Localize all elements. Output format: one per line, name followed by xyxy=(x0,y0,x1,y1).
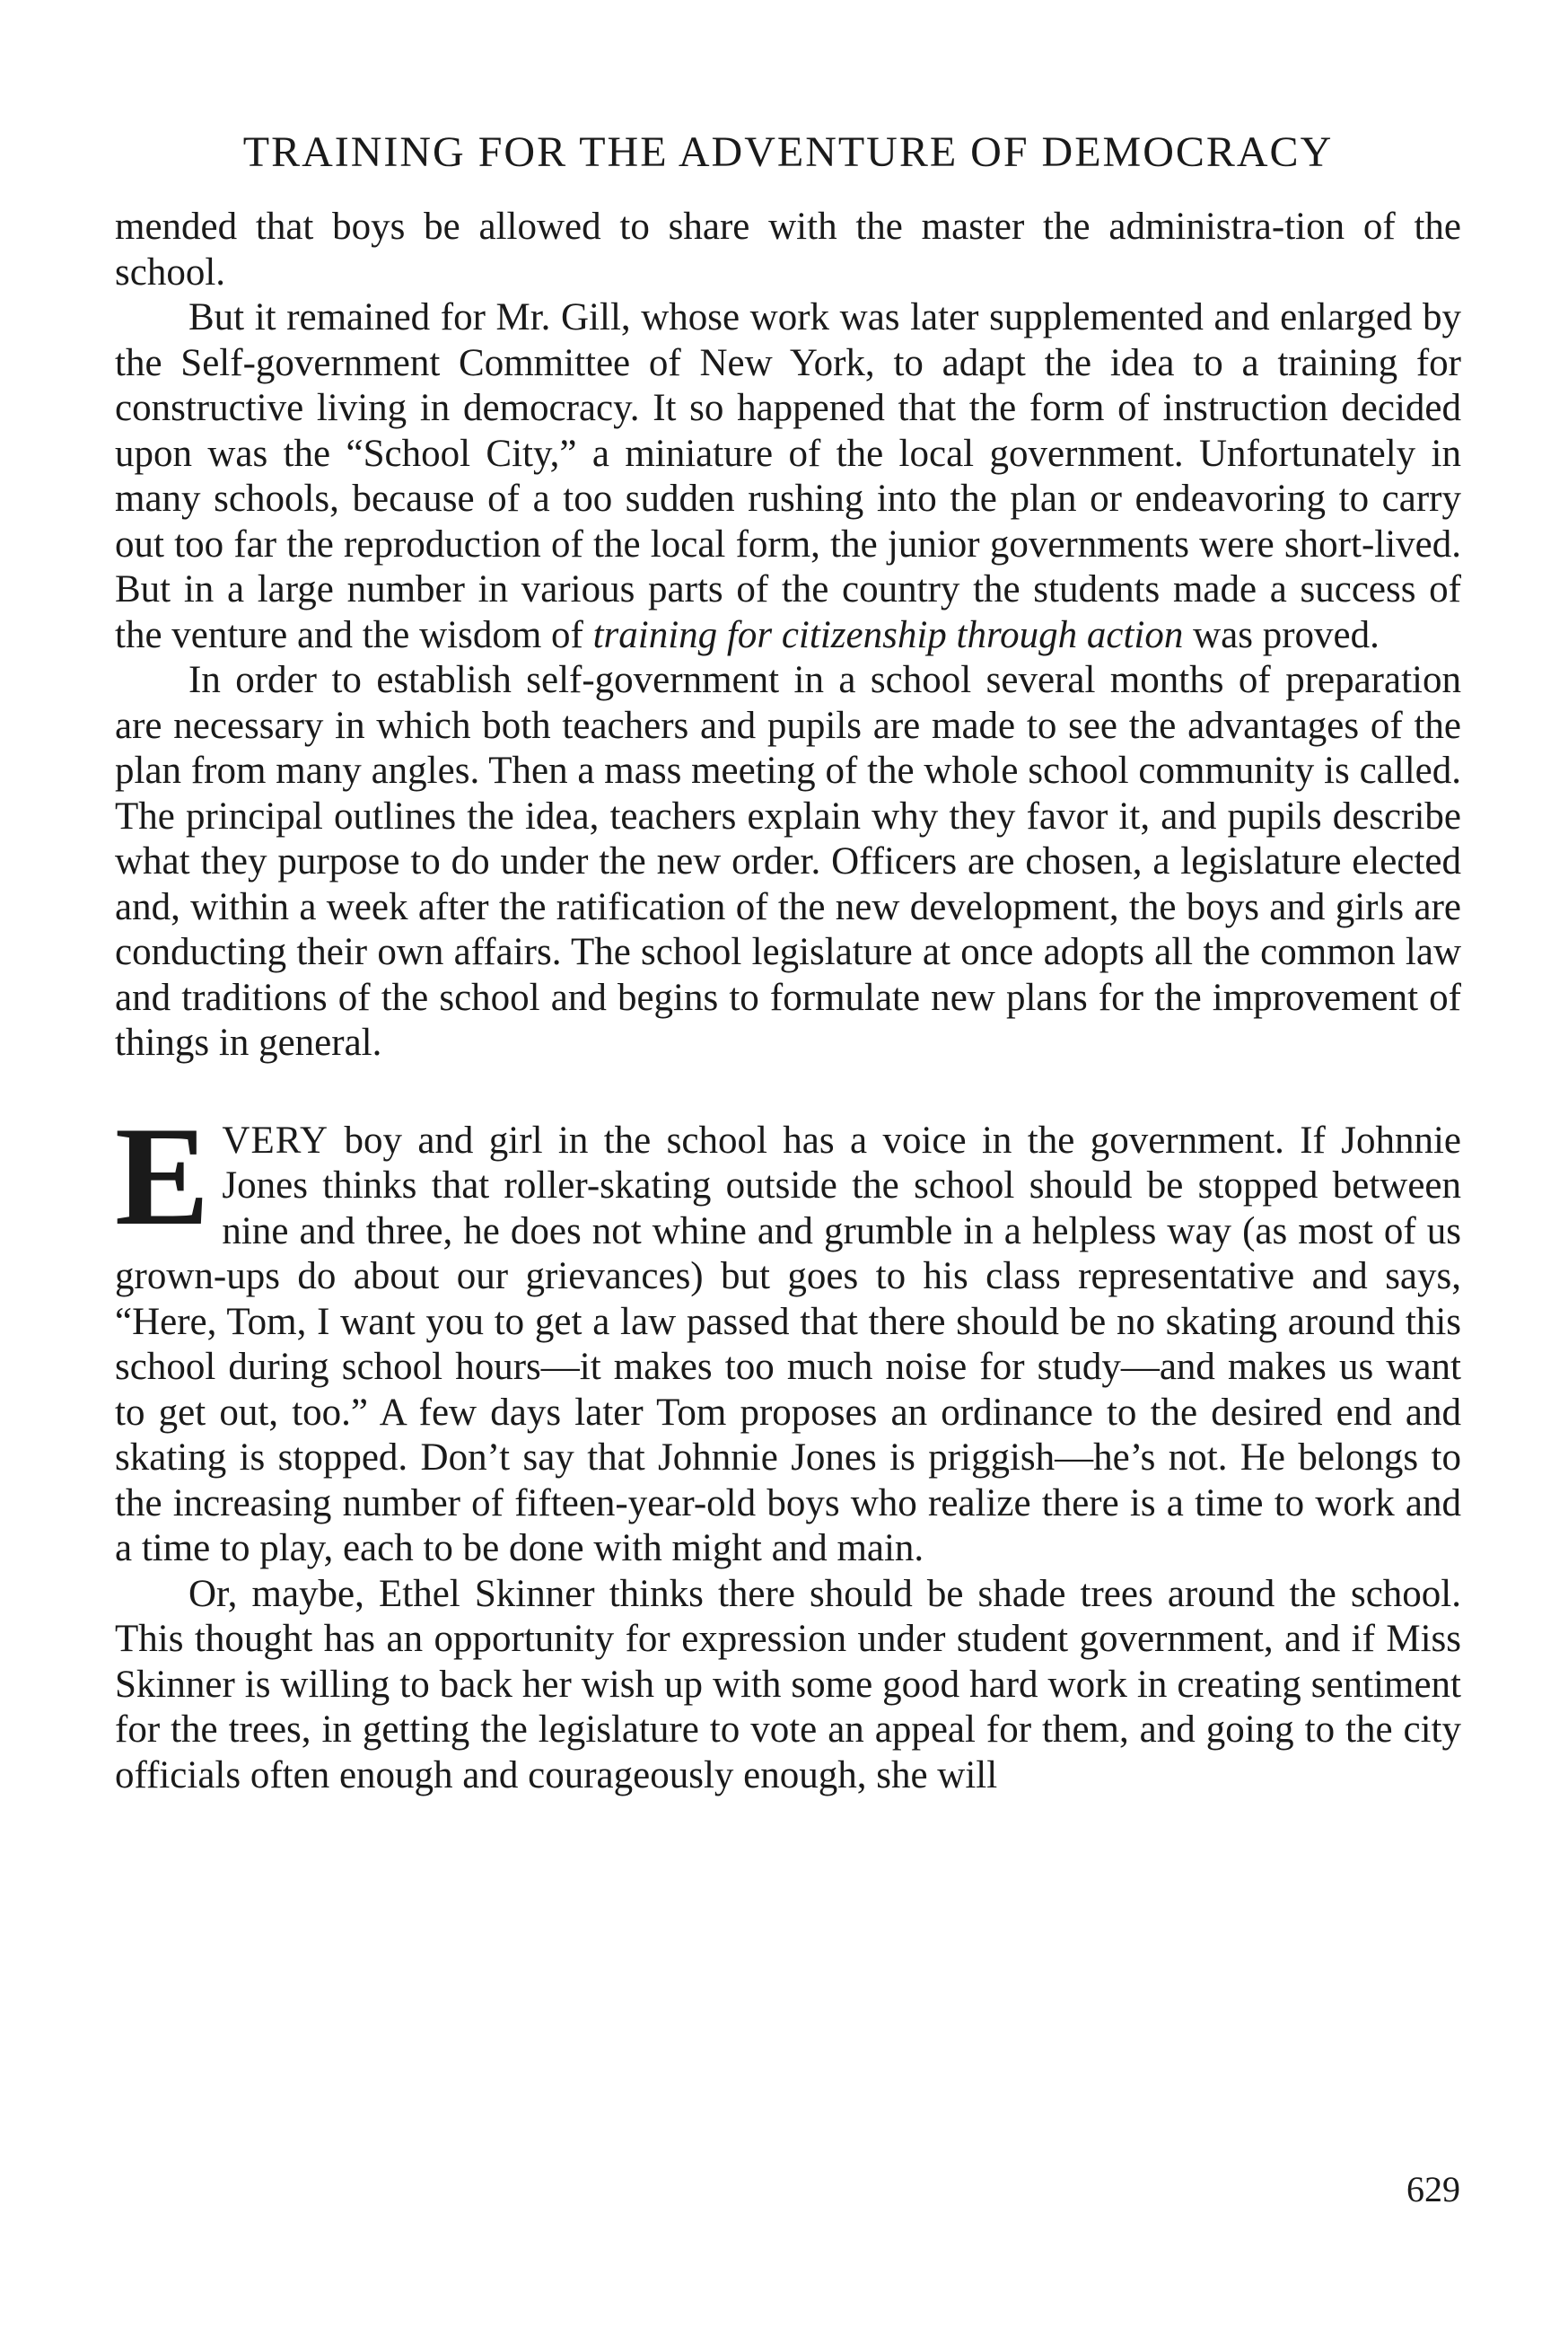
paragraph-text: But it remained for Mr. Gill, whose work was later supplemented and enlarged by the Self-government Committee of New York, to adapt the idea to a training for constructive living in democracy. It so happened that the form of instruction decided upon was the “School City,” a miniature of the local government. Unfortunately in many schools, because of a too sudden rushing into the plan or endeavoring to carry out too far the reproduction of the local form, the junior governments were short-lived. But in a large number in various parts of the country the students made a success of the venture and the wisdom of xyxy=(115,296,1461,656)
paragraph-shade-trees: Or, maybe, Ethel Skinner thinks there should be shade trees around the school. This thought has an opportunity for expression under student government, and if Miss Skinner is willing to back her wish up with some good hard work in creating sentiment for the trees, in getting the legislature to vote an appeal for them, and going to the city officials often enough and courageously enough, she will xyxy=(115,1572,1461,1796)
running-title: TRAINING FOR THE ADVENTURE OF DEMOCRACY xyxy=(242,128,1334,176)
paragraph-every-boy xyxy=(115,1097,1461,1572)
italic-phrase: training for citizenship through action xyxy=(592,613,1184,656)
paragraph-text: was proved. xyxy=(1183,613,1380,656)
paragraph-continuation: mended that boys be allowed to share with the master the administra-tion of the school. xyxy=(115,206,1461,294)
document-page xyxy=(115,126,1461,1798)
small-caps-word: VERY xyxy=(222,1119,329,1162)
paragraph-school-city xyxy=(115,295,1461,658)
drop-cap: E xyxy=(115,1097,210,1255)
section-break xyxy=(115,1067,1461,1119)
page-number: 629 xyxy=(1406,2169,1460,2209)
paragraph-self-government: In order to establish self-government in a school several months of preparation are necessary in which both teachers and pupils are made to see the advantages of the plan from many angles. Then a mass meeting of the whole school community is called. The principal outlines the idea, teachers explain why they favor it, and pupils describe what they purpose to do under the new order. Officers are chosen, a legislature elected and, within a week after the ratification of the new development, the boys and girls are conducting their own affairs. The school legislature at once adopts all the common law and traditions of the school and begins to formulate new plans for the improvement of things in general. xyxy=(115,659,1461,1064)
paragraph-text: boy and girl in the school has a voice in the government. If Johnnie Jones thinks that roller-skating outside the school should be stopped between nine and three, he does not whine and grumble in a helpless way (as most of us grown-ups do about our grievances) but goes to his class representative and says, “Here, Tom, I want you to get a law passed that there should be no skating around this school during school hours—it makes too much noise for study—and makes us want to get out, too.” A few days later Tom proposes an ordinance to the desired end and skating is stopped. Don’t say that Johnnie Jones is priggish—he’s not. He belongs to the increasing number of fifteen-year-old boys who realize there is a time to work and a time to play, each to be done with might and main. xyxy=(115,1119,1461,1569)
